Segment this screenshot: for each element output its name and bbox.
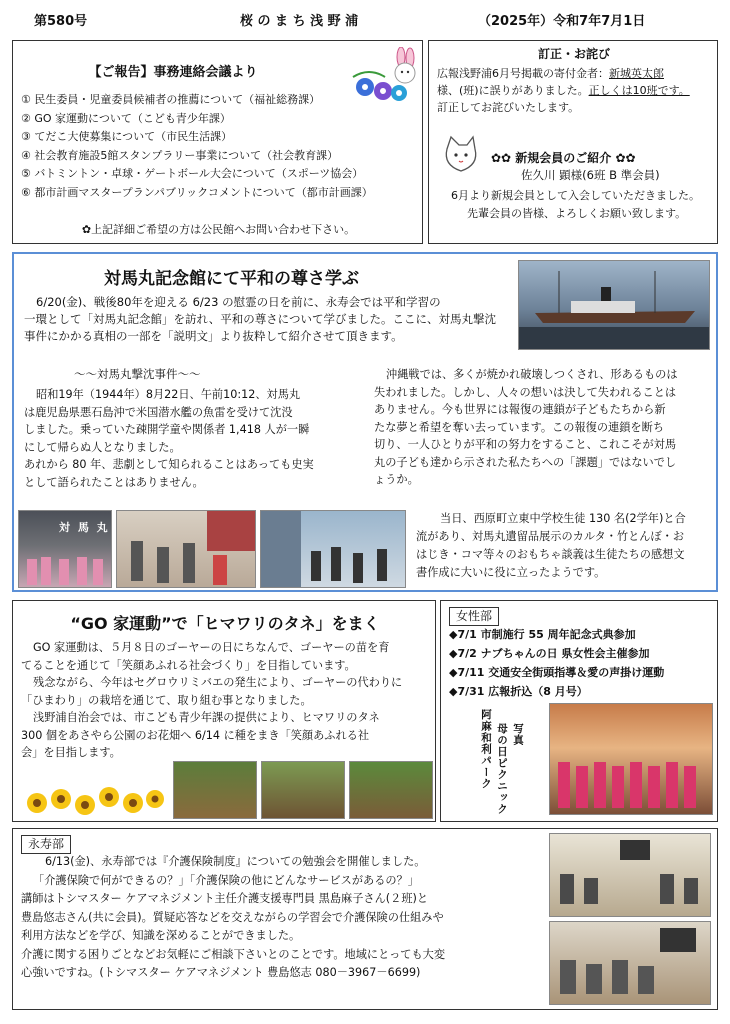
new-member-text-2: 先輩会員の皆様、よろしくお願い致します。	[467, 207, 687, 220]
elders-tag: 永寿部	[21, 835, 71, 854]
list-item: ⑥ 都市計画マスタープランパブリックコメントについて（都市計画課）	[21, 185, 373, 199]
planting-photo-1	[173, 761, 257, 819]
list-item: ◆7/2 ナブちゃんの日 県女性会主催参加	[449, 647, 650, 660]
museum-front-photo: 対 馬 丸	[18, 510, 112, 588]
issue-number: 第580号	[34, 14, 88, 29]
women-caption-2: 母の日ピクニック	[496, 723, 508, 815]
new-member-name: 佐久川 顕様(6班 B 準会員)	[521, 168, 660, 182]
list-item: ① 民生委員・児童委員候補者の推薦について（福祉総務課）	[21, 93, 321, 106]
women-tag: 女性部	[449, 607, 499, 626]
report-title: 【ご報告】事務連絡会議より	[88, 65, 258, 80]
students-photo	[260, 510, 406, 588]
elders-section	[12, 828, 718, 1010]
list-item: ④ 社会教育施設5館スタンプラリー事業について（社会教育課）	[21, 148, 339, 162]
report-box	[12, 40, 423, 244]
paper-title: 桜 の ま ち 浅 野 浦	[240, 14, 359, 29]
correction-box	[428, 40, 718, 244]
study-session-photo-1	[549, 833, 711, 917]
list-item: ◆7/11 交通安全街頭指導＆愛の声掛け運動	[449, 666, 665, 679]
report-note: ✿上記詳細ご希望の方は公民館へお問い合わせ下さい。	[81, 223, 356, 236]
list-item: ◆7/31 広報折込（8 月号）	[449, 685, 588, 698]
museum-inside-photo	[116, 510, 256, 588]
planting-photo-3	[349, 761, 433, 819]
sunflower-icon	[21, 781, 171, 819]
tsushima-right-text: 沖縄戦では、多くが焼かれ破壊しつくされ、形あるものは 失われました。しかし、人々の想いは決して失われることは ありません。今も世界には報復の連鎖が子どもたちから新 たな夢と希望を奪い去っています。この報復の連鎖を断ち 切り、一人ひとりが平和の努力をすること、これこそが対馬 丸の子ども達から示された私たちへの「課題」ではないでし ょうか。	[374, 368, 678, 486]
go-title: “GO 家運動”で「ヒマワリのタネ」をまく	[70, 614, 380, 633]
tsushima-bottom-text: 当日、西原町立東中学校生徒 130 名(2学年)と合 流があり、対馬丸遺留品展示のカルタ・竹とんぼ・お はじき・コマ等々のおもちゃ談義は生徒たちの感想文 書作成に大いに役に立ったようです。	[416, 512, 686, 579]
new-member-text: 6月より新規会員として入会していただきました。	[451, 189, 700, 202]
planting-photo-2	[261, 761, 345, 819]
correction-title: 訂正・お詫び	[537, 47, 610, 61]
elders-text: 6/13(金)、永寿部では『介護保険制度』についての勉強会を開催しました。 「介護保険で何ができるの？」「介護保険の他にどんなサービスがあるの？」 講師はトシマスター ケアマネジメント主任介護支援専門員 黒島麻子さん(２班)と 豊島悠志さん(共に会員)。質疑応答などを交えながらの学習会で介護保険の仕組みや 利用方法などを学び、知識を深めることができました。 介護に関する困りごとなどお気軽にご相談下さいとのことです。地域にとっても大変 心強いですね。(トシマスター ケアマネジメント 豊島悠志 080－3967－6699)	[21, 855, 446, 979]
list-item: ◆7/1 市制施行 55 周年記念式典参加	[449, 628, 636, 641]
study-session-photo-2	[549, 921, 711, 1005]
tsushima-intro: 6/20(金)、戦後80年を迎える 6/23 の慰霊の日を前に、永寿会では平和学習の 一環として「対馬丸記念館」を訪れ、平和の尊さについて学びました。ここに、対馬丸撃沈 事件にかかる真相の一部を「説明文」より抜粋して紹介させて頂きます。	[24, 295, 496, 343]
report-list	[21, 91, 373, 202]
tsushima-section	[12, 252, 718, 592]
list-item: ⑤ バトミントン・卓球・ゲートボール大会について（スポーツ協会）	[21, 167, 364, 180]
tsushima-left-text: 昭和19年（1944年）8月22日、午前10:12、対馬丸 は鹿児島県悪石島沖で米国潜水艦の魚雷を受けて沈没 しました。乗っていた疎開学童や関係者 1,418 人が一瞬 にして帰らぬ人となりました。 あれから 80 年、悲劇として知られることはあっても史実 として語られたことはありません。	[24, 388, 314, 489]
women-caption-1: 写真	[512, 723, 524, 746]
issue-date: （2025年）令和7年7月1日	[478, 14, 646, 29]
go-section	[12, 600, 436, 822]
list-item: ② GO 家運動について（こども青少年課）	[21, 111, 231, 125]
tsushima-subhead: ～～対馬丸撃沈事件～～	[74, 367, 201, 381]
ship-model-photo	[518, 260, 710, 350]
women-section	[440, 600, 718, 822]
correction-text: 広報浅野浦6月号掲載の寄付金者：新城英太郎 様、(班)に誤りがありました。正しくは10班です。 訂正してお詫びいたします。	[437, 67, 690, 114]
new-member-title: ✿✿ 新規会員のご紹介 ✿✿	[491, 151, 636, 165]
go-text: GO 家運動は、５月８日のゴーヤーの日にちなんで、ゴーヤーの苗を育 てることを通じて「笑顔あふれる社会づくり」を目指しています。 残念ながら、今年はセグロウリミバエの発生により、ゴーヤーの代わりに 「ひまわり」の栽培を通じて、取り組む事となりました。 浅野浦自治会では、市こども青少年課の提供により、ヒマワリのタネ 300 個をあさやら公園のお花畑へ 6/14 に種をまき「笑顔あふれる社 会」を目指します。	[21, 641, 403, 759]
mothers-day-photo	[549, 703, 713, 815]
tsushima-title: 対馬丸記念館にて平和の尊さ学ぶ	[104, 269, 359, 289]
list-item: ③ てだこ大使募集について（市民生活課）	[21, 130, 233, 143]
cat-icon	[439, 135, 483, 179]
women-list	[449, 625, 664, 701]
women-caption-3: 阿麻和利パーク	[480, 709, 492, 790]
